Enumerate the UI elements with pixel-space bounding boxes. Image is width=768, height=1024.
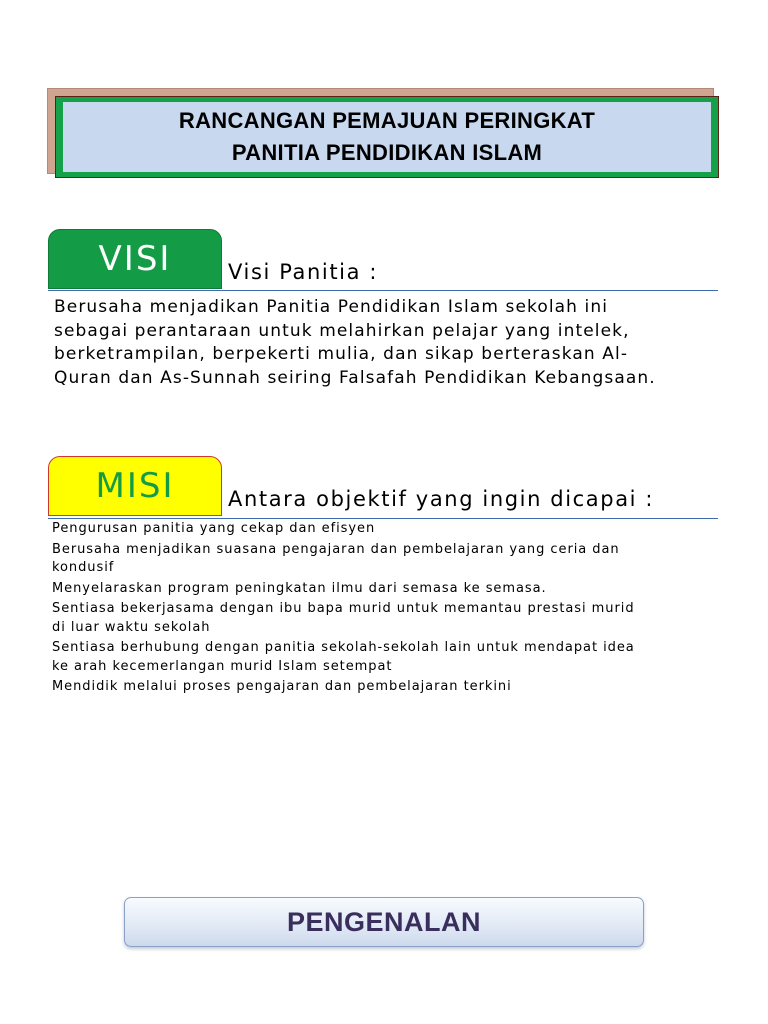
title-line-2: PANITIA PENDIDIKAN ISLAM xyxy=(231,140,543,165)
misi-item-text: Mendidik melalui proses pengajaran dan pembelajaran terkini xyxy=(52,679,512,694)
pengenalan-button-label: PENGENALAN xyxy=(286,906,481,937)
misi-item-text: Menyelaraskan program peningkatan ilmu dari semasa ke semasa. xyxy=(52,580,547,596)
visi-line: Berusaha menjadikan Panitia Pendidikan Islam sekolah ini xyxy=(54,297,609,317)
misi-item-text: kondusif xyxy=(52,560,115,575)
misi-list xyxy=(52,520,722,699)
visi-paragraph xyxy=(54,296,718,390)
title-banner xyxy=(55,96,719,178)
misi-item-text: Sentiasa bekerjasama dengan ibu bapa murid untuk memantau prestasi murid xyxy=(52,601,635,616)
misi-divider xyxy=(48,518,718,519)
visi-line: sebagai perantaraan untuk melahirkan pelajar yang intelek, xyxy=(54,320,630,341)
misi-item xyxy=(52,541,722,578)
misi-item xyxy=(52,580,722,599)
misi-item-text: Sentiasa berhubung dengan panitia sekolah-sekolah lain untuk mendapat idea xyxy=(52,640,635,655)
title-line-1: RANCANGAN PEMAJUAN PERINGKAT xyxy=(178,108,596,133)
misi-item xyxy=(52,520,722,539)
misi-heading: Antara objektif yang ingin dicapai : xyxy=(228,487,655,511)
misi-item xyxy=(52,600,722,637)
visi-heading: Visi Panitia : xyxy=(228,260,379,284)
visi-line: Quran dan As-Sunnah seiring Falsafah Pendidikan Kebangsaan. xyxy=(54,367,656,388)
misi-badge: MISI xyxy=(48,456,222,516)
misi-item-text: di luar waktu sekolah xyxy=(52,619,211,635)
misi-item-text: ke arah kecemerlangan murid Islam setempat xyxy=(52,658,393,674)
visi-badge: VISI xyxy=(48,229,222,289)
visi-divider xyxy=(48,290,718,291)
misi-item-text: Berusaha menjadikan suasana pengajaran dan pembelajaran yang ceria dan xyxy=(52,541,620,557)
visi-line: berketrampilan, berpekerti mulia, dan sikap berteraskan Al- xyxy=(54,344,629,364)
misi-item xyxy=(52,639,722,676)
misi-item xyxy=(52,678,722,697)
title-banner-inner xyxy=(63,102,711,172)
pengenalan-button[interactable] xyxy=(124,897,644,947)
misi-item-text: Pengurusan panitia yang cekap dan efisyen xyxy=(52,521,376,536)
